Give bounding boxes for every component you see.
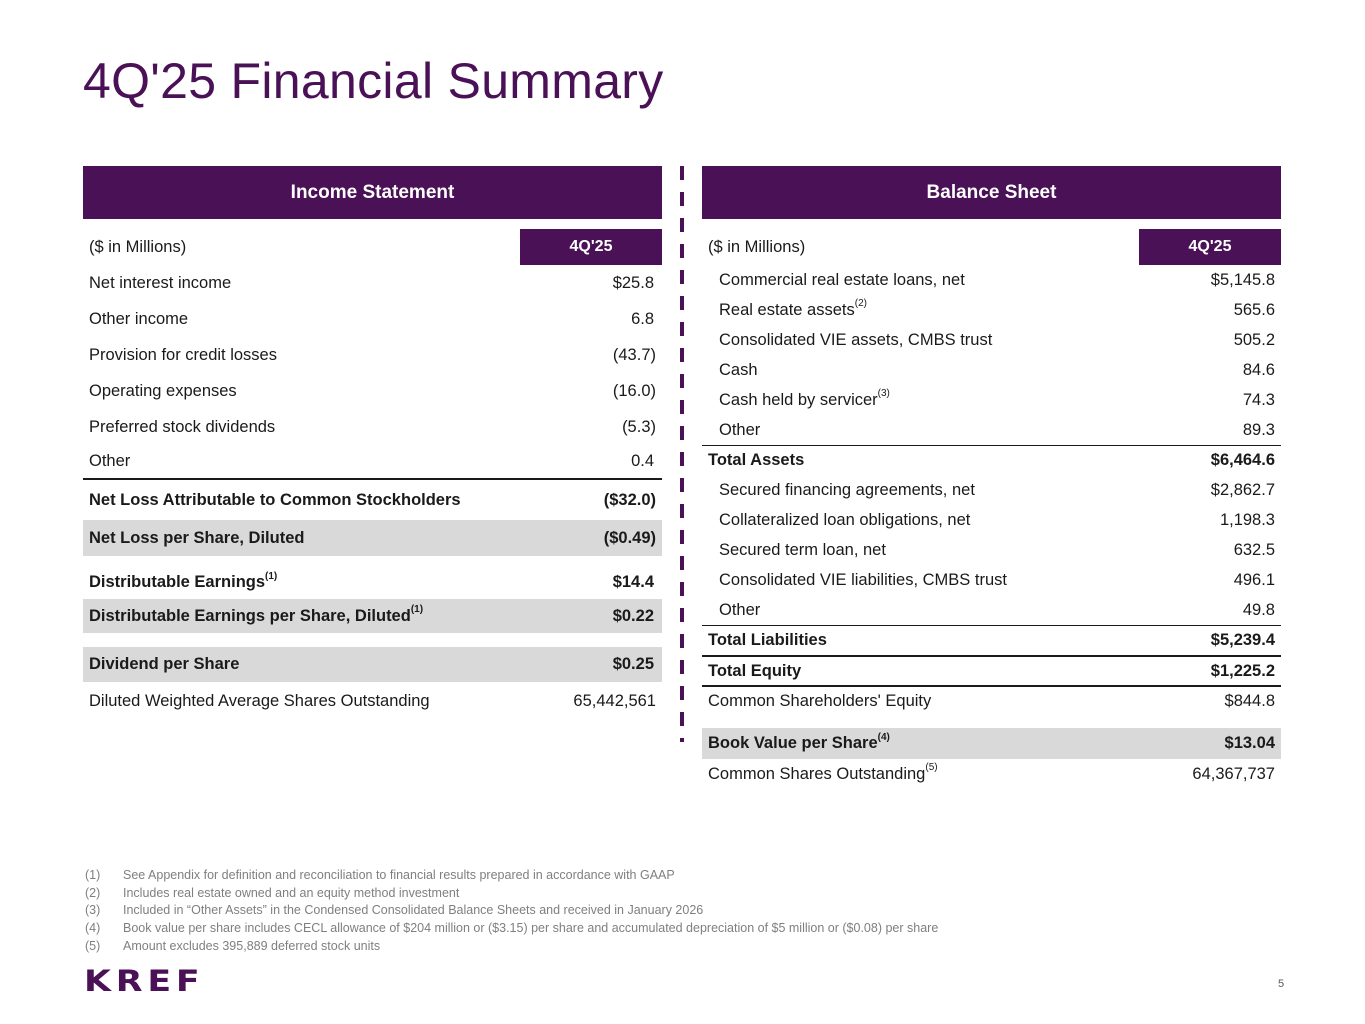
dividend-per-share-row (83, 647, 662, 682)
kref-logo: KREF (84, 964, 205, 998)
table-row (702, 505, 1281, 535)
table-row (83, 301, 662, 337)
row-label (708, 298, 867, 320)
balance-units-row (702, 229, 1281, 265)
row-label: Operating expenses (89, 381, 237, 400)
row-value: $13.04 (1224, 734, 1275, 752)
page-number: 5 (1278, 978, 1285, 990)
label-text: Distributable Earnings per Share, Diluted (89, 606, 411, 625)
footnote-ref: (1) (265, 570, 278, 582)
row-label (708, 731, 890, 753)
common-equity-row (702, 685, 1281, 716)
row-label (89, 570, 278, 592)
book-value-row (702, 728, 1281, 759)
balance-sheet-panel (702, 166, 1281, 789)
units-label: ($ in Millions) (708, 237, 806, 256)
income-statement-header: Income Statement (83, 166, 662, 219)
table-row (83, 373, 662, 409)
footnote-number: (3) (85, 903, 101, 918)
footnote-number: (1) (85, 867, 101, 882)
footnote-number: (2) (85, 885, 101, 900)
shares-outstanding-row (83, 682, 662, 720)
footnote-text: See Appendix for definition and reconciliation to financial results prepared in accordance with GAAP (123, 867, 675, 882)
row-label: Provision for credit losses (89, 345, 277, 364)
row-label: Net Loss per Share, Diluted (89, 528, 305, 547)
row-value: 74.3 (1242, 390, 1275, 409)
row-label: Cash (719, 360, 758, 379)
row-value: 632.5 (1233, 540, 1275, 559)
row-value: $5,145.8 (1210, 270, 1275, 289)
row-value: 565.6 (1233, 300, 1275, 319)
row-value: 505.2 (1233, 330, 1275, 349)
footnote-text: Book value per share includes CECL allowance of $204 million or ($3.15) per share and accumulated depreciation of $5 million or ($0.08) per share (123, 920, 939, 935)
row-value: $2,862.7 (1210, 480, 1275, 499)
footnote-ref: (1) (410, 604, 424, 615)
row-value: (16.0) (612, 381, 656, 400)
label-text: Distributable Earnings (89, 573, 266, 591)
label-text: Real estate assets (719, 300, 855, 319)
row-label: Total Equity (708, 661, 802, 680)
row-label: Other (719, 420, 761, 439)
footnote-item (85, 866, 938, 884)
row-value: $25.8 (612, 273, 654, 292)
row-value: 84.6 (1242, 360, 1275, 379)
row-label: Net interest income (89, 273, 232, 292)
footnote-item (85, 937, 938, 955)
footnote-item (85, 901, 938, 919)
row-label: Secured term loan, net (719, 540, 886, 559)
table-row (83, 265, 662, 301)
common-shares-row (702, 759, 1281, 789)
row-value: (43.7) (612, 345, 656, 364)
row-value: 496.1 (1233, 570, 1275, 589)
income-units-row (83, 229, 662, 265)
net-loss-row (83, 478, 662, 520)
period-badge: 4Q'25 (520, 229, 662, 265)
row-value: ($0.49) (603, 528, 656, 547)
total-liabilities-row (702, 625, 1281, 655)
footnote-text: Includes real estate owned and an equity method investment (123, 885, 460, 900)
row-label: Secured financing agreements, net (719, 480, 975, 499)
label-text: Cash held by servicer (719, 390, 878, 409)
table-row (83, 409, 662, 445)
row-value: ($32.0) (603, 490, 656, 509)
footnote-text: Amount excludes 395,889 deferred stock units (123, 938, 381, 953)
income-statement-panel (83, 166, 662, 720)
row-label (708, 762, 938, 784)
units-label: ($ in Millions) (89, 237, 187, 256)
row-label: Total Assets (708, 451, 805, 469)
row-value: $0.25 (612, 655, 654, 673)
label-text: Common Shares Outstanding (708, 764, 926, 783)
table-row (702, 355, 1281, 385)
distributable-earnings-row (83, 556, 662, 599)
row-value: $1,225.2 (1210, 661, 1275, 680)
row-value: 64,367,737 (1192, 764, 1275, 783)
footnote-ref: (2) (854, 298, 867, 309)
table-row (702, 535, 1281, 565)
panel-divider (680, 166, 684, 742)
row-label: Total Liabilities (708, 631, 827, 649)
row-value: $14.4 (612, 573, 654, 591)
row-value: 1,198.3 (1219, 510, 1275, 529)
table-row (702, 475, 1281, 505)
row-label: Collateralized loan obligations, net (719, 510, 971, 529)
table-row (702, 295, 1281, 325)
row-value: 65,442,561 (573, 691, 656, 710)
row-label: Commercial real estate loans, net (719, 270, 965, 289)
row-label: Dividend per Share (89, 655, 240, 673)
row-label (89, 604, 424, 626)
total-assets-row (702, 445, 1281, 475)
net-loss-per-share-row (83, 520, 662, 556)
row-label: Net Loss Attributable to Common Stockholders (89, 490, 461, 509)
footnote-number: (4) (85, 920, 101, 935)
table-row (702, 565, 1281, 595)
table-row (702, 385, 1281, 415)
row-label: Other (719, 600, 761, 619)
distributable-earnings-per-share-row (83, 599, 662, 633)
table-row (702, 265, 1281, 295)
footnote-ref: (3) (877, 388, 890, 399)
row-label (708, 388, 890, 410)
row-label: Other (89, 452, 131, 470)
footnote-item (85, 884, 938, 902)
table-row (702, 415, 1281, 445)
row-label: Diluted Weighted Average Shares Outstanding (89, 691, 430, 710)
row-value: (5.3) (622, 417, 656, 436)
footnote-item (85, 919, 938, 937)
table-row (83, 445, 662, 478)
table-row (702, 595, 1281, 625)
label-text: Book Value per Share (708, 734, 878, 752)
row-value: $5,239.4 (1210, 631, 1275, 649)
row-label: Other income (89, 309, 189, 328)
table-row (702, 325, 1281, 355)
page-title: 4Q'25 Financial Summary (83, 53, 664, 109)
row-label: Consolidated VIE assets, CMBS trust (719, 330, 993, 349)
row-value: 49.8 (1242, 600, 1275, 619)
balance-sheet-header: Balance Sheet (702, 166, 1281, 219)
footnote-ref: (4) (877, 731, 890, 743)
row-label: Preferred stock dividends (89, 417, 276, 436)
row-value: $6,464.6 (1210, 451, 1275, 469)
period-badge: 4Q'25 (1139, 229, 1281, 265)
footnote-number: (5) (85, 938, 101, 953)
footnotes (85, 866, 938, 954)
row-value: 0.4 (631, 452, 654, 470)
row-label: Common Shareholders' Equity (708, 692, 932, 710)
row-label: Consolidated VIE liabilities, CMBS trust (719, 570, 1007, 589)
row-value: $844.8 (1224, 692, 1275, 710)
row-value: 89.3 (1242, 420, 1275, 439)
row-value: 6.8 (631, 309, 654, 328)
table-row (83, 337, 662, 373)
total-equity-row (702, 655, 1281, 685)
row-value: $0.22 (612, 606, 654, 625)
footnote-ref: (5) (925, 762, 938, 773)
footnote-text: Included in “Other Assets” in the Condensed Consolidated Balance Sheets and received in January 2026 (123, 903, 704, 918)
